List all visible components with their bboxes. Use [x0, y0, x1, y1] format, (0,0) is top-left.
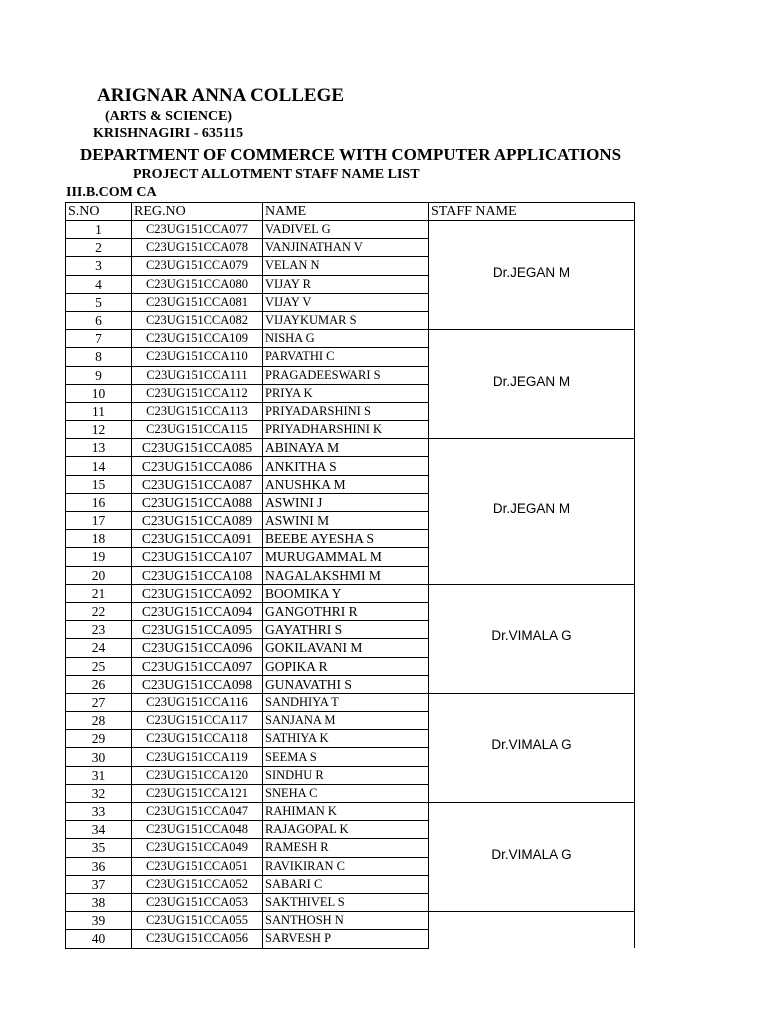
table-row [66, 330, 635, 348]
serial-number-cell: 38 [66, 893, 132, 911]
serial-number-cell: 24 [66, 639, 132, 657]
serial-number-cell: 2 [66, 239, 132, 257]
serial-number-cell: 23 [66, 621, 132, 639]
reg-number-cell: C23UG151CCA082 [132, 311, 263, 329]
reg-number-cell: C23UG151CCA092 [132, 584, 263, 602]
reg-number-cell: C23UG151CCA077 [132, 221, 263, 239]
reg-number-cell: C23UG151CCA120 [132, 766, 263, 784]
student-name-cell: RAVIKIRAN C [263, 857, 429, 875]
reg-number-cell: C23UG151CCA113 [132, 402, 263, 420]
student-name-cell: NISHA G [263, 330, 429, 348]
list-title: PROJECT ALLOTMENT STAFF NAME LIST [133, 167, 420, 182]
student-name-cell: GANGOTHRI R [263, 602, 429, 620]
college-location: KRISHNAGIRI - 635115 [93, 126, 244, 141]
serial-number-cell: 36 [66, 857, 132, 875]
table-row [66, 803, 635, 821]
reg-number-cell: C23UG151CCA047 [132, 803, 263, 821]
student-name-cell: VANJINATHAN V [263, 239, 429, 257]
student-name-cell: BEEBE AYESHA S [263, 530, 429, 548]
reg-number-cell: C23UG151CCA117 [132, 712, 263, 730]
student-name-cell: RAJAGOPAL K [263, 821, 429, 839]
reg-number-cell: C23UG151CCA056 [132, 930, 263, 948]
table-row [66, 693, 635, 711]
serial-number-cell: 26 [66, 675, 132, 693]
reg-number-cell: C23UG151CCA110 [132, 348, 263, 366]
serial-number-cell: 16 [66, 493, 132, 511]
student-name-cell: PRIYADHARSHINI K [263, 421, 429, 439]
reg-number-cell: C23UG151CCA094 [132, 602, 263, 620]
serial-number-cell: 22 [66, 602, 132, 620]
serial-number-cell: 28 [66, 712, 132, 730]
column-header-regno: REG.NO [132, 203, 263, 221]
table-row [66, 221, 635, 239]
staff-name-cell: Dr.JEGAN M [429, 221, 635, 330]
staff-name-cell: Dr.VIMALA G [429, 584, 635, 693]
serial-number-cell: 18 [66, 530, 132, 548]
serial-number-cell: 17 [66, 512, 132, 530]
serial-number-cell: 13 [66, 439, 132, 457]
serial-number-cell: 20 [66, 566, 132, 584]
class-label: III.B.COM CA [66, 185, 157, 200]
student-name-cell: VIJAY R [263, 275, 429, 293]
student-name-cell: GOKILAVANI M [263, 639, 429, 657]
serial-number-cell: 11 [66, 402, 132, 420]
table-body [66, 221, 635, 949]
serial-number-cell: 5 [66, 293, 132, 311]
reg-number-cell: C23UG151CCA095 [132, 621, 263, 639]
reg-number-cell: C23UG151CCA121 [132, 784, 263, 802]
student-name-cell: PRAGADEESWARI S [263, 366, 429, 384]
reg-number-cell: C23UG151CCA081 [132, 293, 263, 311]
college-name: ARIGNAR ANNA COLLEGE [97, 85, 345, 106]
student-name-cell: SARVESH P [263, 930, 429, 948]
student-name-cell: BOOMIKA Y [263, 584, 429, 602]
reg-number-cell: C23UG151CCA078 [132, 239, 263, 257]
reg-number-cell: C23UG151CCA052 [132, 875, 263, 893]
serial-number-cell: 12 [66, 421, 132, 439]
table-header-row [66, 203, 635, 221]
student-name-cell: SATHIYA K [263, 730, 429, 748]
reg-number-cell: C23UG151CCA098 [132, 675, 263, 693]
serial-number-cell: 31 [66, 766, 132, 784]
serial-number-cell: 33 [66, 803, 132, 821]
student-name-cell: PRIYA K [263, 384, 429, 402]
student-name-cell: ANKITHA S [263, 457, 429, 475]
department-title: DEPARTMENT OF COMMERCE WITH COMPUTER APPLICATIONS [80, 145, 622, 164]
staff-name-cell: Dr.VIMALA G [429, 693, 635, 802]
reg-number-cell: C23UG151CCA112 [132, 384, 263, 402]
serial-number-cell: 25 [66, 657, 132, 675]
reg-number-cell: C23UG151CCA091 [132, 530, 263, 548]
table-row [66, 584, 635, 602]
serial-number-cell: 14 [66, 457, 132, 475]
student-name-cell: SEEMA S [263, 748, 429, 766]
student-name-cell: GOPIKA R [263, 657, 429, 675]
reg-number-cell: C23UG151CCA109 [132, 330, 263, 348]
reg-number-cell: C23UG151CCA108 [132, 566, 263, 584]
student-name-cell: GAYATHRI S [263, 621, 429, 639]
allotment-table [65, 202, 635, 949]
reg-number-cell: C23UG151CCA089 [132, 512, 263, 530]
reg-number-cell: C23UG151CCA097 [132, 657, 263, 675]
student-name-cell: SANDHIYA T [263, 693, 429, 711]
student-name-cell: ABINAYA M [263, 439, 429, 457]
serial-number-cell: 15 [66, 475, 132, 493]
student-name-cell: GUNAVATHI S [263, 675, 429, 693]
reg-number-cell: C23UG151CCA088 [132, 493, 263, 511]
reg-number-cell: C23UG151CCA107 [132, 548, 263, 566]
reg-number-cell: C23UG151CCA055 [132, 912, 263, 930]
reg-number-cell: C23UG151CCA053 [132, 893, 263, 911]
serial-number-cell: 40 [66, 930, 132, 948]
serial-number-cell: 34 [66, 821, 132, 839]
column-header-staff: STAFF NAME [429, 203, 635, 221]
serial-number-cell: 30 [66, 748, 132, 766]
student-name-cell: SINDHU R [263, 766, 429, 784]
serial-number-cell: 35 [66, 839, 132, 857]
reg-number-cell: C23UG151CCA118 [132, 730, 263, 748]
serial-number-cell: 9 [66, 366, 132, 384]
student-name-cell: RAHIMAN K [263, 803, 429, 821]
reg-number-cell: C23UG151CCA079 [132, 257, 263, 275]
reg-number-cell: C23UG151CCA119 [132, 748, 263, 766]
college-subtitle: (ARTS & SCIENCE) [105, 109, 233, 124]
serial-number-cell: 10 [66, 384, 132, 402]
student-name-cell: RAMESH R [263, 839, 429, 857]
serial-number-cell: 4 [66, 275, 132, 293]
serial-number-cell: 21 [66, 584, 132, 602]
student-name-cell: SANJANA M [263, 712, 429, 730]
serial-number-cell: 3 [66, 257, 132, 275]
table-row [66, 439, 635, 457]
reg-number-cell: C23UG151CCA115 [132, 421, 263, 439]
student-name-cell: ASWINI J [263, 493, 429, 511]
column-header-name: NAME [263, 203, 429, 221]
student-name-cell: SANTHOSH N [263, 912, 429, 930]
student-name-cell: NAGALAKSHMI M [263, 566, 429, 584]
student-name-cell: SNEHA C [263, 784, 429, 802]
staff-name-cell: Dr.VIMALA G [429, 803, 635, 912]
student-name-cell: ASWINI M [263, 512, 429, 530]
serial-number-cell: 6 [66, 311, 132, 329]
reg-number-cell: C23UG151CCA096 [132, 639, 263, 657]
serial-number-cell: 29 [66, 730, 132, 748]
reg-number-cell: C23UG151CCA116 [132, 693, 263, 711]
staff-name-cell: Dr.JEGAN M [429, 439, 635, 585]
student-name-cell: VELAN N [263, 257, 429, 275]
student-name-cell: VADIVEL G [263, 221, 429, 239]
serial-number-cell: 19 [66, 548, 132, 566]
reg-number-cell: C23UG151CCA085 [132, 439, 263, 457]
staff-name-cell: Dr.JEGAN M [429, 330, 635, 439]
student-name-cell: SABARI C [263, 875, 429, 893]
column-header-sno: S.NO [66, 203, 132, 221]
table-row [66, 912, 635, 930]
reg-number-cell: C23UG151CCA086 [132, 457, 263, 475]
serial-number-cell: 7 [66, 330, 132, 348]
student-name-cell: SAKTHIVEL S [263, 893, 429, 911]
reg-number-cell: C23UG151CCA049 [132, 839, 263, 857]
serial-number-cell: 37 [66, 875, 132, 893]
staff-name-cell [429, 912, 635, 948]
student-name-cell: PRIYADARSHINI S [263, 402, 429, 420]
reg-number-cell: C23UG151CCA087 [132, 475, 263, 493]
serial-number-cell: 32 [66, 784, 132, 802]
serial-number-cell: 27 [66, 693, 132, 711]
reg-number-cell: C23UG151CCA051 [132, 857, 263, 875]
student-name-cell: VIJAYKUMAR S [263, 311, 429, 329]
student-name-cell: MURUGAMMAL M [263, 548, 429, 566]
serial-number-cell: 39 [66, 912, 132, 930]
student-name-cell: VIJAY V [263, 293, 429, 311]
student-name-cell: ANUSHKA M [263, 475, 429, 493]
reg-number-cell: C23UG151CCA048 [132, 821, 263, 839]
reg-number-cell: C23UG151CCA080 [132, 275, 263, 293]
serial-number-cell: 8 [66, 348, 132, 366]
reg-number-cell: C23UG151CCA111 [132, 366, 263, 384]
serial-number-cell: 1 [66, 221, 132, 239]
student-name-cell: PARVATHI C [263, 348, 429, 366]
